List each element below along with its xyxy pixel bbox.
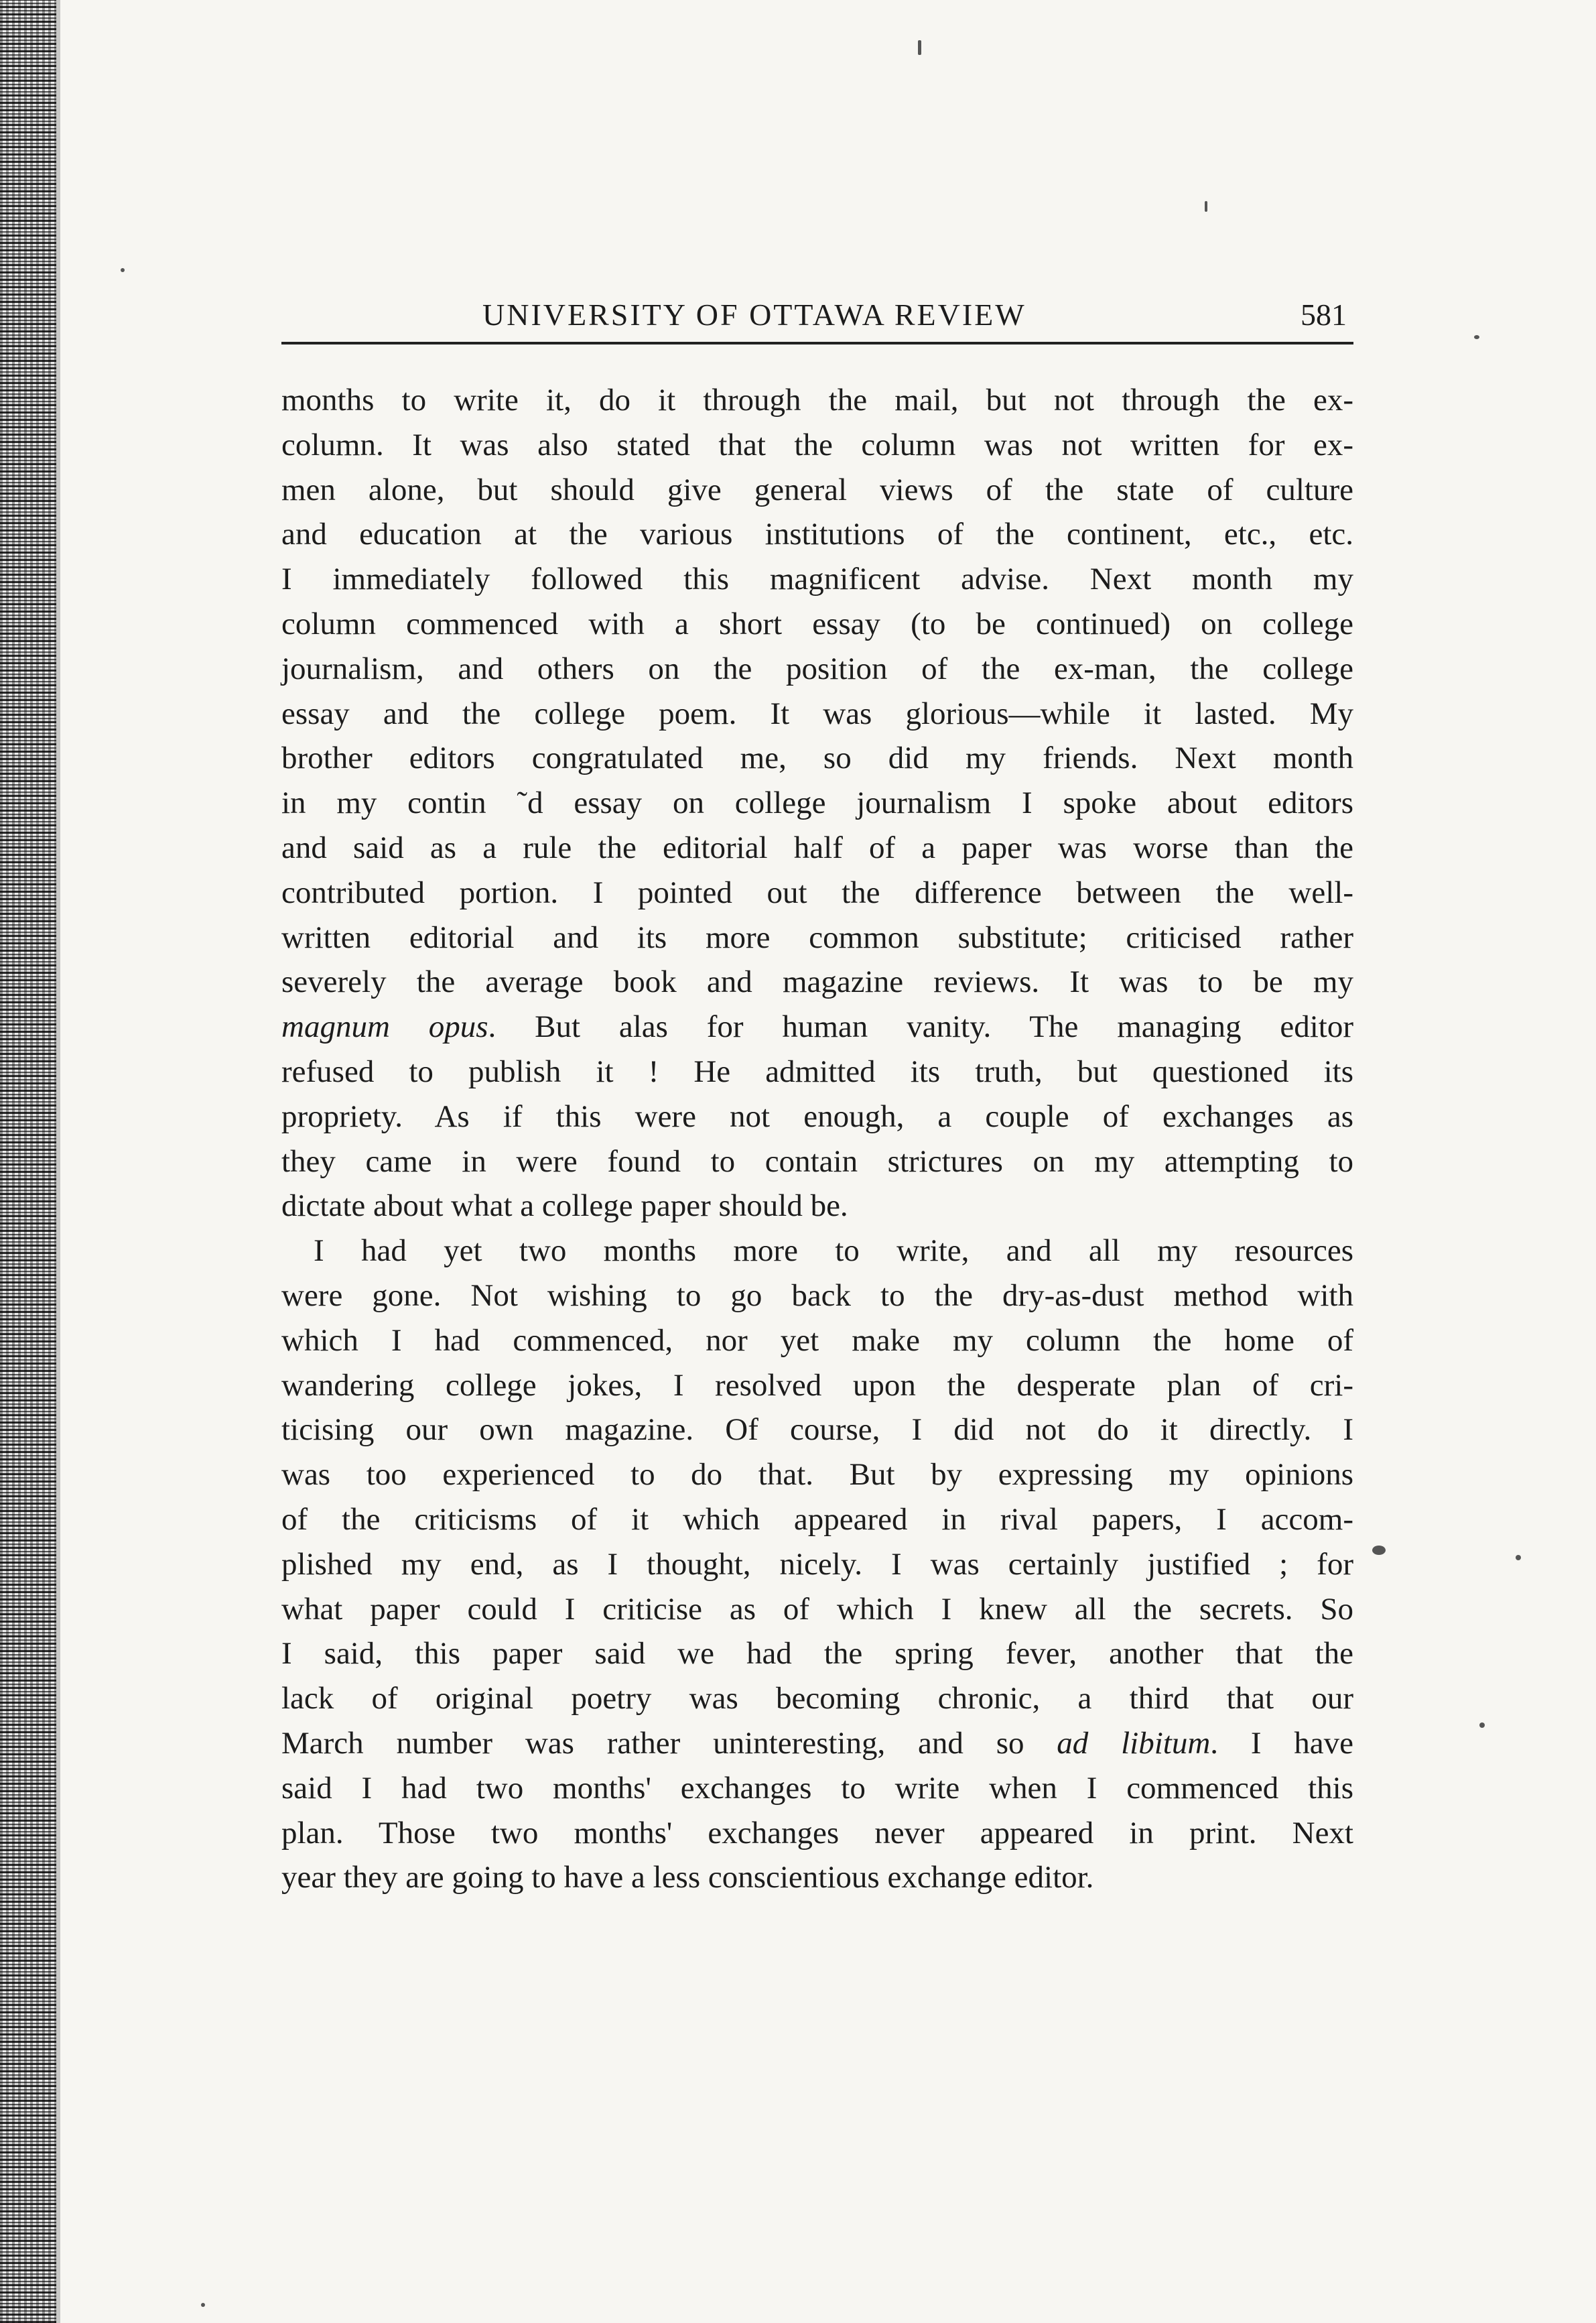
- italic-phrase: ad libitum: [1057, 1725, 1211, 1761]
- text-line: I said, this paper said we had the spring fever, another that the: [281, 1636, 1353, 1672]
- text-line: magnum opus. But alas for human vanity. The managing editor: [281, 1009, 1353, 1045]
- journal-title: UNIVERSITY OF OTTAWA REVIEW: [482, 298, 1026, 332]
- paragraph-1: [281, 378, 1353, 1229]
- binding-strip: [0, 0, 56, 2323]
- text-line: said I had two months' exchanges to write when I commenced this: [281, 1770, 1353, 1806]
- text-line: March number was rather uninteresting, and so ad libitum. I have: [281, 1725, 1353, 1761]
- text-line: which I had commenced, nor yet make my column the home of: [281, 1322, 1353, 1358]
- body-text: [281, 378, 1353, 1900]
- scan-speck: [1474, 335, 1479, 339]
- scan-speck: [201, 2303, 205, 2307]
- text-line: dictate about what a college paper should be.: [281, 1188, 848, 1224]
- text-line: severely the average book and magazine reviews. It was to be my: [281, 964, 1353, 1000]
- text-line: plished my end, as I thought, nicely. I was certainly justified ; for: [281, 1546, 1353, 1582]
- running-head: [281, 295, 1353, 344]
- text-line: written editorial and its more common substitute; criticised rather: [281, 920, 1353, 955]
- text-line: plan. Those two months' exchanges never appeared in print. Next: [281, 1815, 1353, 1850]
- scan-speck: [918, 40, 921, 55]
- scan-speck: [121, 268, 125, 272]
- text-line: brother editors congratulated me, so did my friends. Next month: [281, 741, 1353, 776]
- text-line: they came in were found to contain strictures on my attempting to: [281, 1143, 1353, 1179]
- text-line: journalism, and others on the position of the ex-man, the college: [281, 651, 1353, 686]
- text-line: was too experienced to do that. But by expressing my opinions: [281, 1457, 1353, 1493]
- binding-edge: [56, 0, 60, 2323]
- document-page: [281, 295, 1353, 1900]
- scan-speck: [1372, 1546, 1386, 1555]
- text-line: I immediately followed this magnificent advise. Next month my: [281, 562, 1353, 597]
- text-line: months to write it, do it through the mail, but not through the ex-: [281, 383, 1353, 418]
- text-line: year they are going to have a less conscientious exchange editor.: [281, 1860, 1094, 1895]
- italic-phrase: magnum opus: [281, 1009, 488, 1045]
- text-line: ticising our own magazine. Of course, I did not do it directly. I: [281, 1412, 1353, 1448]
- text-line: were gone. Not wishing to go back to the dry-as-dust method with: [281, 1277, 1353, 1313]
- paragraph-2: [281, 1229, 1353, 1900]
- scan-speck: [1205, 201, 1207, 212]
- text-line: column commenced with a short essay (to be continued) on college: [281, 606, 1353, 641]
- text-line: contributed portion. I pointed out the difference between the well-: [281, 875, 1353, 910]
- text-line: refused to publish it ! He admitted its truth, but questioned its: [281, 1054, 1353, 1089]
- scan-speck: [1516, 1555, 1521, 1560]
- text-line: men alone, but should give general views of the state of culture: [281, 472, 1353, 507]
- text-line: I had yet two months more to write, and all my resources: [314, 1233, 1353, 1269]
- text-line: essay and the college poem. It was glorious—while it lasted. My: [281, 696, 1353, 731]
- text-line: propriety. As if this were not enough, a couple of exchanges as: [281, 1098, 1353, 1134]
- text-line: in my contin ˜d essay on college journalism I spoke about editors: [281, 786, 1353, 821]
- page-number: 581: [1301, 298, 1347, 332]
- scan-speck: [1479, 1722, 1485, 1728]
- text-line: what paper could I criticise as of which I knew all the secrets. So: [281, 1591, 1353, 1627]
- text-line: lack of original poetry was becoming chronic, a third that our: [281, 1681, 1353, 1716]
- text-line: wandering college jokes, I resolved upon the desperate plan of cri-: [281, 1367, 1353, 1403]
- text-line: of the criticisms of it which appeared in rival papers, I accom-: [281, 1501, 1353, 1537]
- text-line: and education at the various institutions of the continent, etc., etc.: [281, 517, 1353, 552]
- text-line: column. It was also stated that the column was not written for ex-: [281, 427, 1353, 462]
- text-line: and said as a rule the editorial half of a paper was worse than the: [281, 830, 1353, 865]
